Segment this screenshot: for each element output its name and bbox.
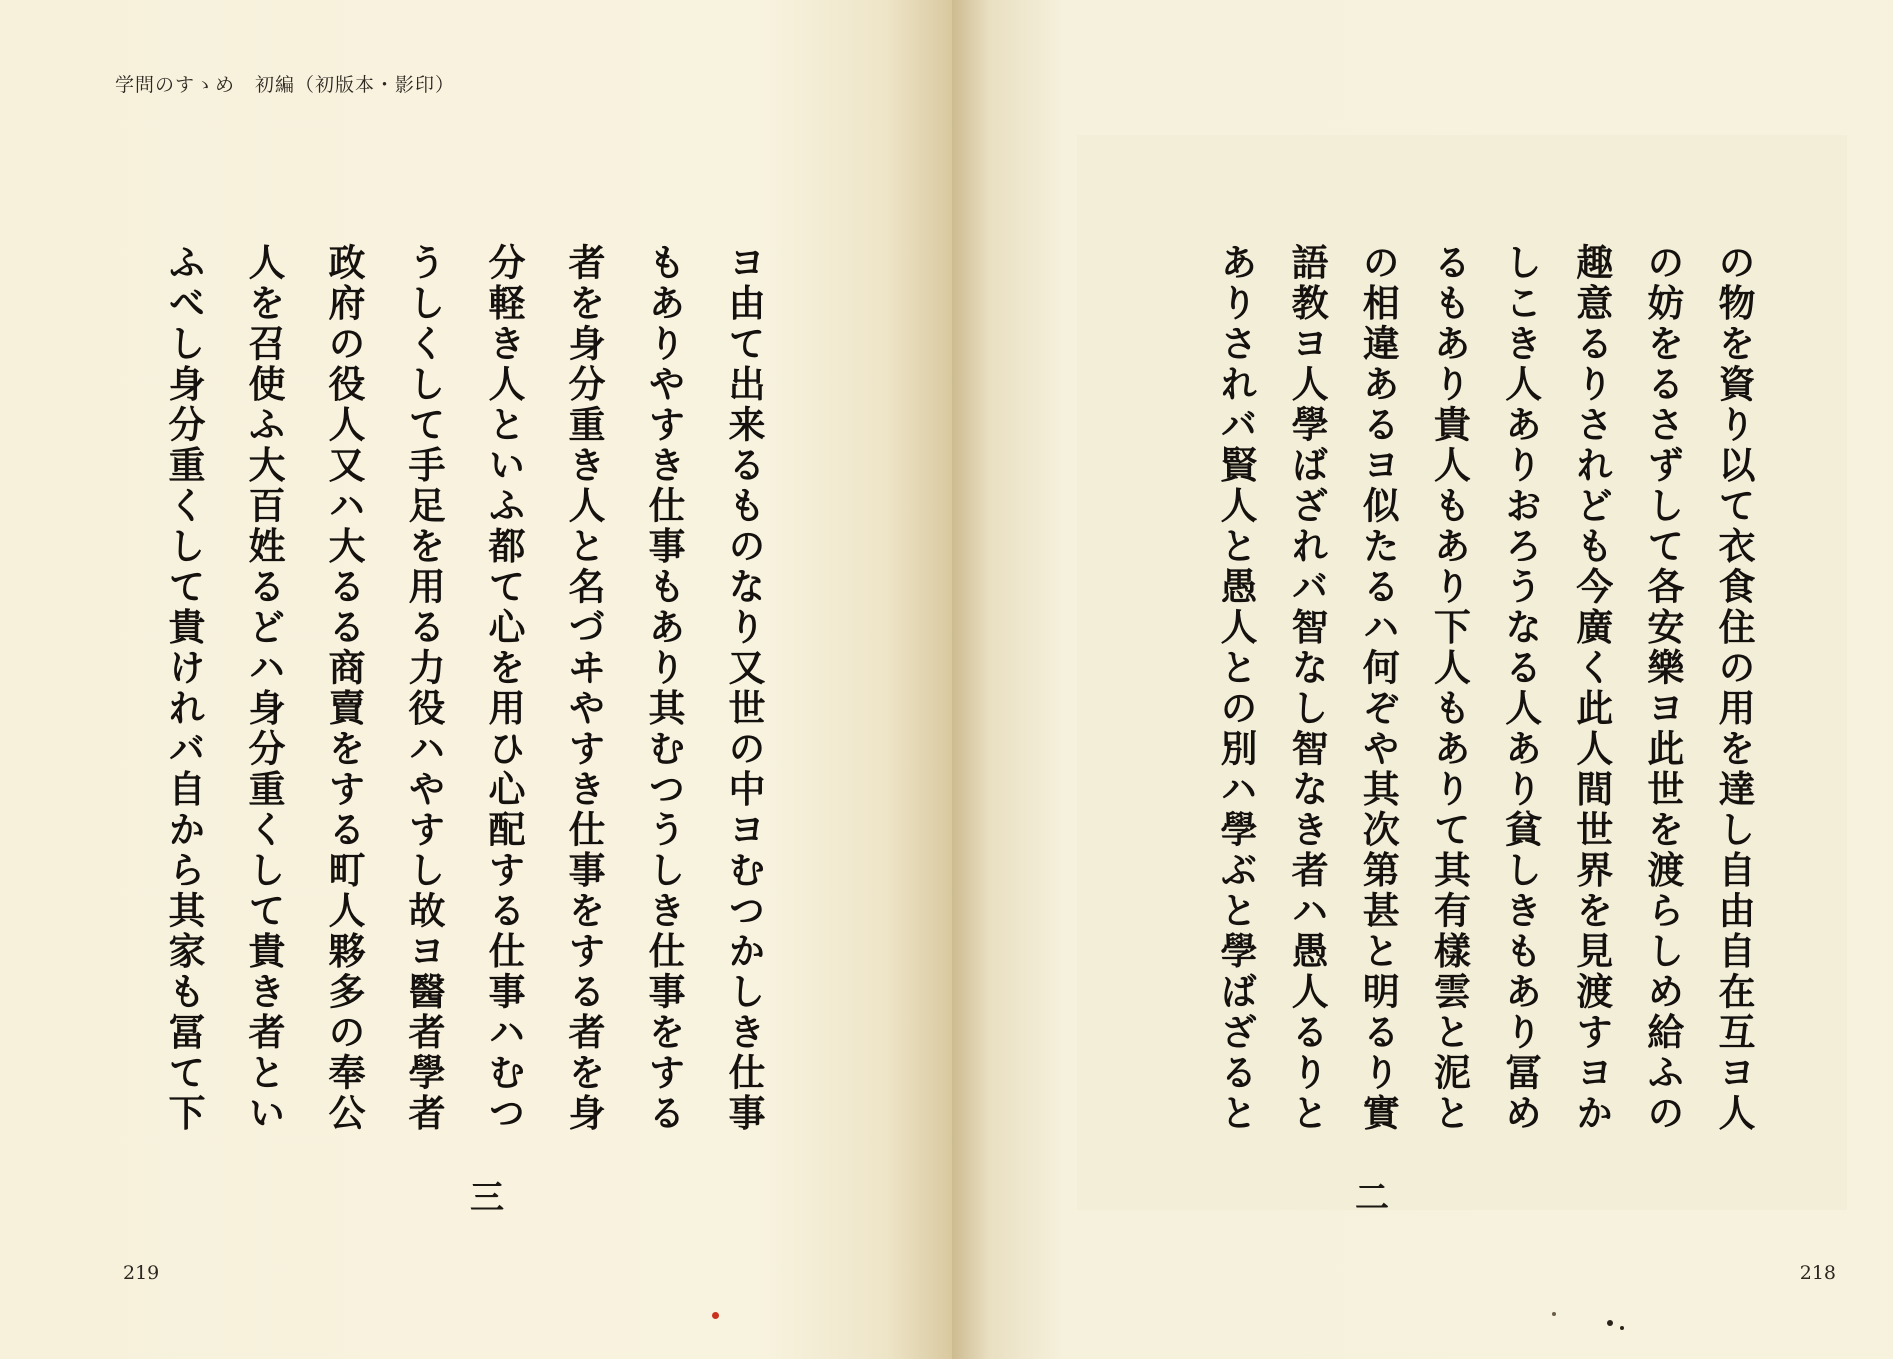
text-column: ふべし身分重くして貴けれバ自から其家も冨て下 [162, 243, 206, 1134]
text-column: ありされバ賢人と愚人との別ハ學ぶと學ばざると [1214, 243, 1258, 1134]
text-column: 分軽き人といふ都て心を用ひ心配する仕事ハむつ [482, 243, 526, 1134]
right-page-text [1210, 243, 1760, 1133]
running-head: 学問のすゝめ 初編（初版本・影印） [115, 74, 456, 96]
left-page-text [158, 243, 770, 1133]
text-column: うしくして手足を用る力役ハやすし故ヨ醫者學者 [402, 243, 446, 1134]
text-column: の相違あるヨ似たるハ何ぞや其次第甚と明るり實 [1356, 243, 1401, 1134]
text-column: しこき人ありおろうなる人あり貧しきもあり冨め [1498, 243, 1543, 1134]
folio-mark: 二 [1355, 1178, 1389, 1218]
text-column: の妨をるさずして各安樂ヨ此世を渡らしめ給ふの [1640, 243, 1685, 1134]
text-column: ヨ由て出来るものなり又世の中ヨむつかしき仕事 [722, 243, 766, 1134]
ink-speck [1620, 1326, 1624, 1330]
ink-speck [1552, 1312, 1556, 1316]
page-number: 218 [1799, 1262, 1836, 1284]
text-column: 人を召使ふ大百姓るどハ身分重くして貴き者とい [242, 243, 286, 1134]
text-column: 者を身分重き人と名づヰやすき仕事をする者を身 [562, 243, 606, 1134]
page-number: 219 [123, 1262, 160, 1284]
text-column: 政府の役人又ハ大るる商賣をする町人夥多の奉公 [322, 243, 366, 1134]
text-column: の物を資り以て衣食住の用を達し自由自在互ヨ人 [1711, 243, 1756, 1134]
folio-mark: 三 [470, 1178, 504, 1218]
ink-speck [712, 1312, 719, 1319]
right-page [952, 0, 1893, 1359]
text-column: 趣意るりされども今廣く此人間世界を見渡すヨか [1569, 243, 1614, 1134]
text-column: もありやすき仕事もあり其むつうしき仕事をする [642, 243, 686, 1134]
text-column: るもあり貴人もあり下人もありて其有樣雲と泥と [1427, 243, 1472, 1134]
ink-speck [1607, 1320, 1613, 1326]
text-column: 語教ヨ人學ばざれバ智なし智なき者ハ愚人るりと [1285, 243, 1330, 1134]
